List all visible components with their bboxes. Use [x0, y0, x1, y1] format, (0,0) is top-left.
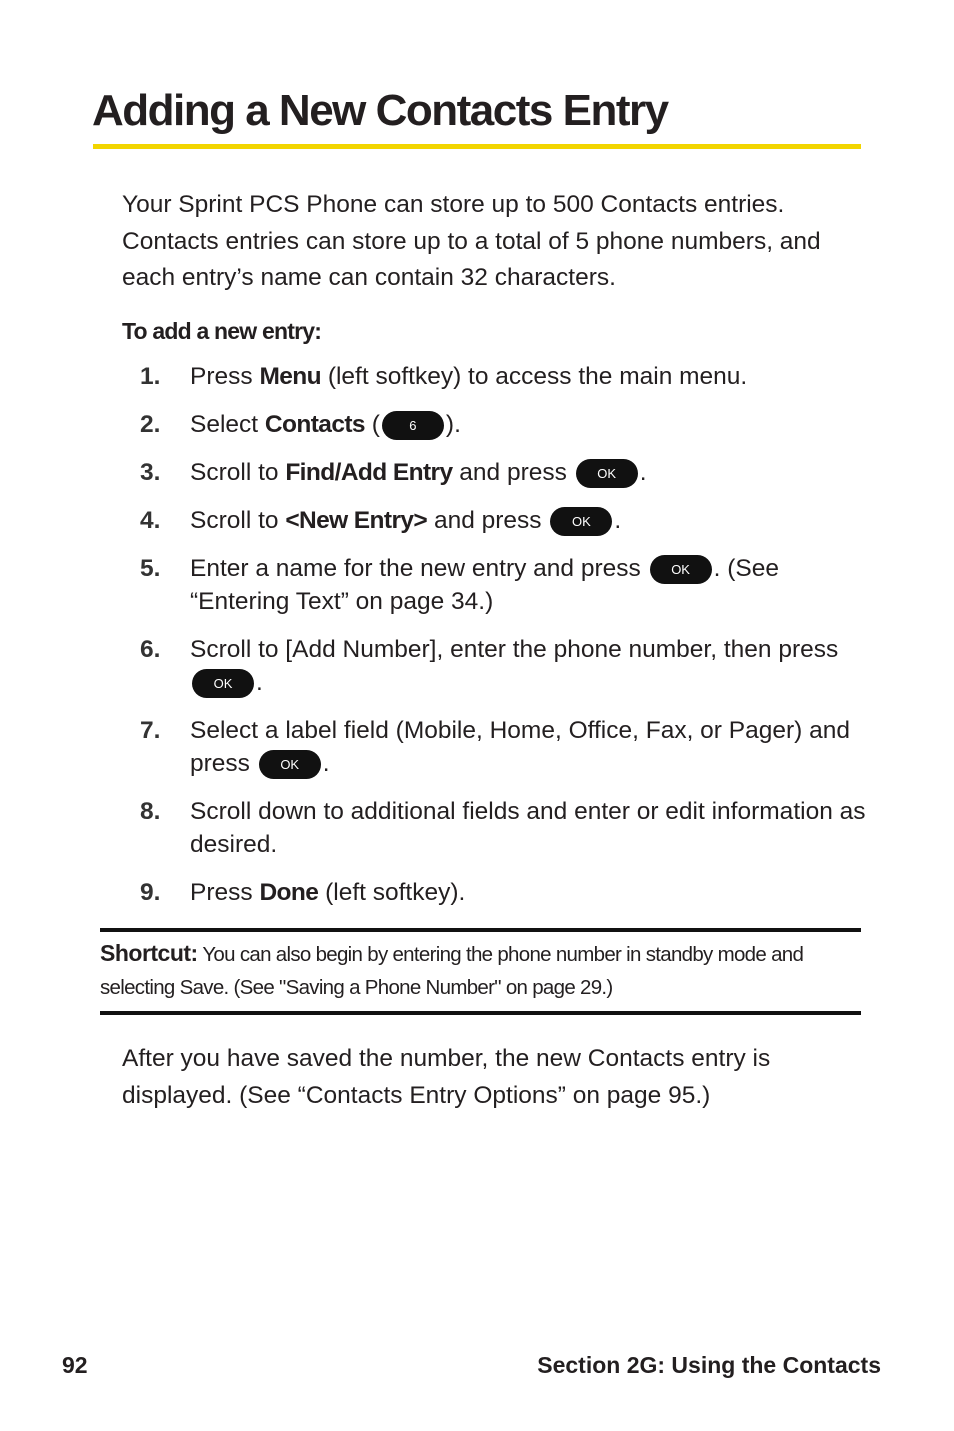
find-add-entry-keyword: Find/Add Entry	[285, 459, 453, 486]
step-number: 3.	[140, 459, 161, 486]
step-text-part: Enter a name for the new entry and press	[190, 555, 648, 582]
step-text-part: (	[364, 411, 380, 438]
step-text-part: .	[614, 507, 622, 534]
step-text	[190, 408, 880, 441]
done-keyword: Done	[259, 879, 319, 906]
step-number: 6.	[140, 636, 161, 663]
step-text	[190, 360, 880, 393]
step-number: 5.	[140, 555, 161, 582]
step-text: Scroll down to additional fields and enter or edit information as desired.	[190, 798, 866, 858]
step-text-part: . (See “Entering Text” on page 34.)	[190, 555, 779, 615]
page-number: 92	[62, 1352, 88, 1378]
step-text-part: .	[256, 669, 263, 696]
step-text-part: (left softkey).	[318, 879, 466, 906]
contacts-keyword: Contacts	[264, 411, 365, 438]
ok-key-icon: OK	[650, 555, 712, 584]
menu-keyword: Menu	[259, 363, 322, 390]
key-6-icon: 6	[382, 411, 444, 440]
procedure-label: To add a new entry:	[122, 318, 322, 344]
shortcut-label: Shortcut:	[100, 940, 198, 966]
title-underline	[93, 144, 861, 149]
step-number: 7.	[140, 717, 161, 744]
step-text-part: and press	[427, 507, 549, 534]
step-text	[190, 552, 880, 618]
step-text	[190, 876, 880, 909]
step-text	[190, 633, 880, 699]
section-title: Section 2G: Using the Contacts	[537, 1352, 881, 1378]
step-text-part: Scroll to	[190, 507, 286, 534]
step-text-part: Scroll to	[190, 459, 286, 486]
step-text-part: ).	[445, 411, 461, 438]
shortcut-note	[100, 928, 861, 1015]
shortcut-text	[100, 937, 861, 1004]
step-text-part: (left softkey) to access the main menu.	[321, 363, 748, 390]
ok-key-icon: OK	[259, 750, 321, 779]
step-text-part: and press	[452, 459, 574, 486]
step-text-part: Select a label field (Mobile, Home, Office, Fax, or Pager) and press	[190, 717, 850, 777]
step-text-part: Scroll to [Add Number], enter the phone number, then press	[190, 636, 839, 663]
step-text-part: .	[639, 459, 647, 486]
step-text	[190, 456, 880, 489]
step-text-part: Press	[190, 363, 260, 390]
after-paragraph: After you have saved the number, the new Contacts entry is displayed. (See “Contacts Entry Options” on page 95.)	[122, 1045, 771, 1109]
step-number: 8.	[140, 798, 161, 825]
page-title: Adding a New Contacts Entry	[92, 86, 668, 135]
ok-key-icon: OK	[550, 507, 612, 536]
step-number: 9.	[140, 879, 161, 906]
intro-paragraph: Your Sprint PCS Phone can store up to 500 Contacts entries. Contacts entries can store up to a total of 5 phone numbers, and each entry’s name can contain 32 characters.	[122, 191, 821, 291]
step-text	[190, 714, 880, 780]
step-number: 4.	[140, 507, 161, 534]
new-entry-keyword: <New Entry>	[285, 507, 428, 534]
step-text	[190, 504, 880, 537]
step-number: 2.	[140, 411, 161, 438]
step-text-part: Press	[190, 879, 260, 906]
step-text-part: .	[322, 750, 330, 777]
ok-key-icon: OK	[192, 669, 254, 698]
step-text-part: Select	[190, 411, 265, 438]
step-number: 1.	[140, 363, 161, 390]
shortcut-body: You can also begin by entering the phone number in standby mode and selecting Save. (See "Saving a Phone Number" on page 29.)	[100, 943, 804, 999]
ok-key-icon: OK	[576, 459, 638, 488]
